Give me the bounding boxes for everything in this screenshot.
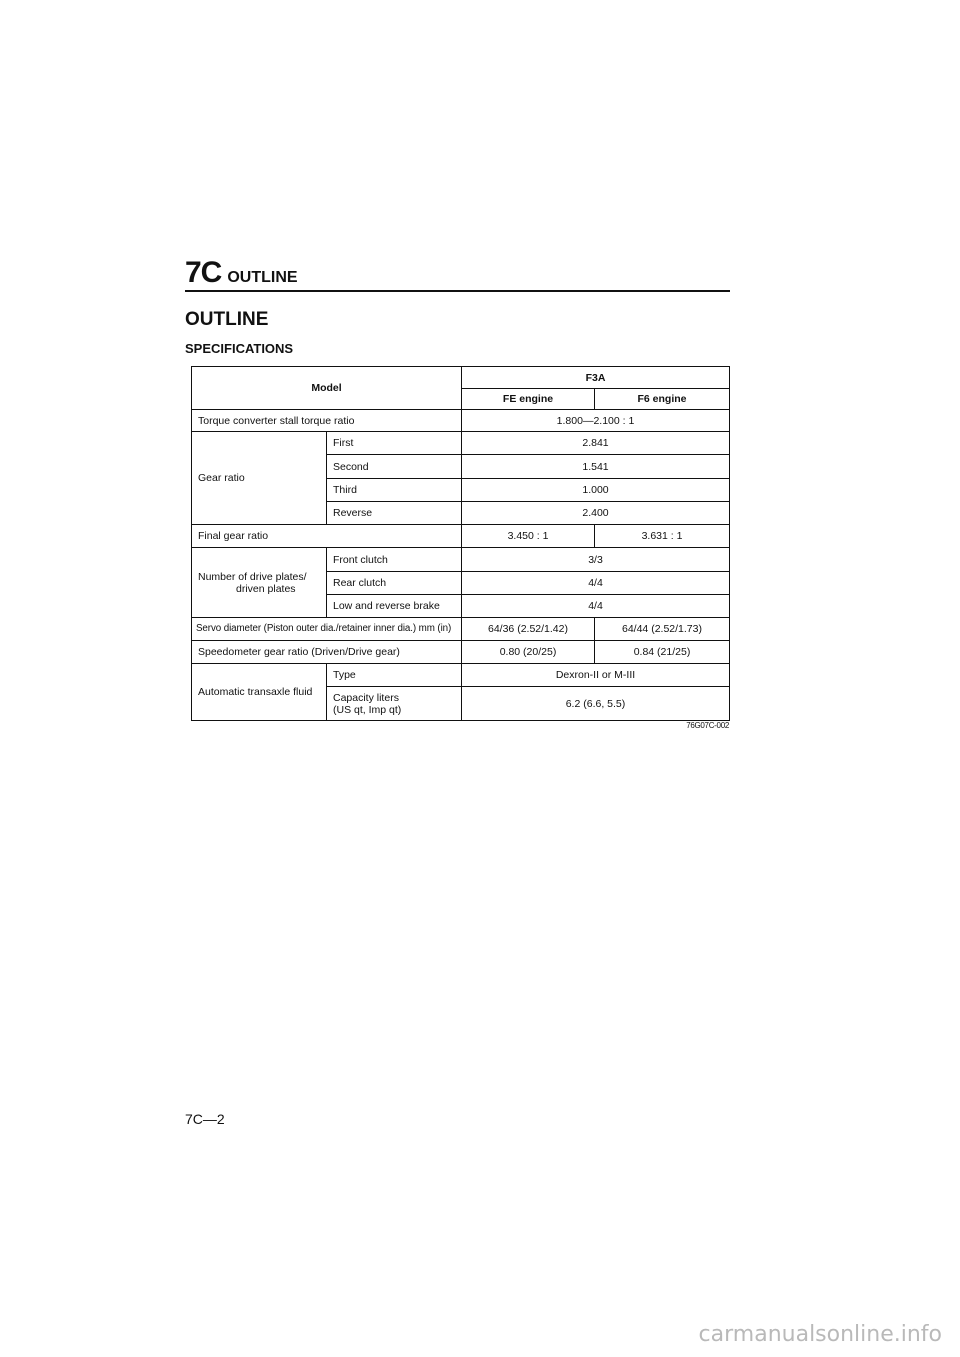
- gear-ratio-label: Gear ratio: [192, 432, 327, 525]
- page-number: 7C—2: [185, 1111, 225, 1127]
- header-rule: [185, 290, 730, 292]
- speedometer-label: Speedometer gear ratio (Driven/Drive gear): [192, 641, 462, 664]
- front-clutch-label: Front clutch: [327, 548, 462, 572]
- gear-reverse-label: Reverse: [327, 502, 462, 525]
- table-row: [192, 432, 730, 455]
- f6-engine-header: F6 engine: [595, 389, 730, 410]
- servo-diameter-label: Servo diameter (Piston outer dia./retainer inner dia.) mm (in): [192, 618, 462, 641]
- speedometer-f6: 0.84 (21/25): [595, 641, 730, 664]
- gear-reverse-value: 2.400: [462, 502, 730, 525]
- table-row: [192, 410, 730, 432]
- final-gear-f6: 3.631 : 1: [595, 525, 730, 548]
- front-clutch-value: 3/3: [462, 548, 730, 572]
- plates-label-line2: driven plates: [236, 582, 296, 595]
- section-header: [185, 256, 730, 290]
- table-row: [192, 664, 730, 687]
- rear-clutch-value: 4/4: [462, 572, 730, 595]
- servo-diameter-fe: 64/36 (2.52/1.42): [462, 618, 595, 641]
- gear-second-label: Second: [327, 455, 462, 479]
- fluid-type-label: Type: [327, 664, 462, 687]
- fluid-capacity-value: 6.2 (6.6, 5.5): [462, 687, 730, 721]
- stall-ratio-value: 1.800—2.100 : 1: [462, 410, 730, 432]
- model-header: Model: [192, 367, 462, 410]
- low-reverse-brake-value: 4/4: [462, 595, 730, 618]
- section-number: 7C: [185, 256, 222, 289]
- page-subheading: SPECIFICATIONS: [185, 341, 294, 356]
- fluid-capacity-label: [327, 687, 462, 721]
- page-heading: OUTLINE: [185, 309, 269, 330]
- figure-id: 76G07C-002: [686, 721, 729, 730]
- table-row: [192, 367, 730, 389]
- stall-ratio-label: Torque converter stall torque ratio: [192, 410, 462, 432]
- table-row: [192, 618, 730, 641]
- watermark: carmanualsonline.info: [698, 1322, 942, 1347]
- rear-clutch-label: Rear clutch: [327, 572, 462, 595]
- specifications-table: [191, 366, 730, 721]
- table-row: [192, 548, 730, 572]
- fluid-capacity-label-line2: (US qt, Imp qt): [333, 703, 402, 716]
- fluid-type-value: Dexron-II or M-III: [462, 664, 730, 687]
- table-row: [192, 641, 730, 664]
- fluid-label: Automatic transaxle fluid: [192, 664, 327, 721]
- plates-label-line1: Number of drive plates/: [198, 570, 307, 583]
- speedometer-fe: 0.80 (20/25): [462, 641, 595, 664]
- gear-third-label: Third: [327, 479, 462, 502]
- gear-third-value: 1.000: [462, 479, 730, 502]
- fluid-capacity-label-line1: Capacity liters: [333, 691, 399, 704]
- table-row: [192, 525, 730, 548]
- plates-label: [192, 548, 327, 618]
- f3a-header: F3A: [462, 367, 730, 389]
- fe-engine-header: FE engine: [462, 389, 595, 410]
- servo-diameter-f6: 64/44 (2.52/1.73): [595, 618, 730, 641]
- gear-second-value: 1.541: [462, 455, 730, 479]
- section-title: OUTLINE: [227, 269, 298, 286]
- gear-first-label: First: [327, 432, 462, 455]
- gear-first-value: 2.841: [462, 432, 730, 455]
- final-gear-label: Final gear ratio: [192, 525, 462, 548]
- final-gear-fe: 3.450 : 1: [462, 525, 595, 548]
- low-reverse-brake-label: Low and reverse brake: [327, 595, 462, 618]
